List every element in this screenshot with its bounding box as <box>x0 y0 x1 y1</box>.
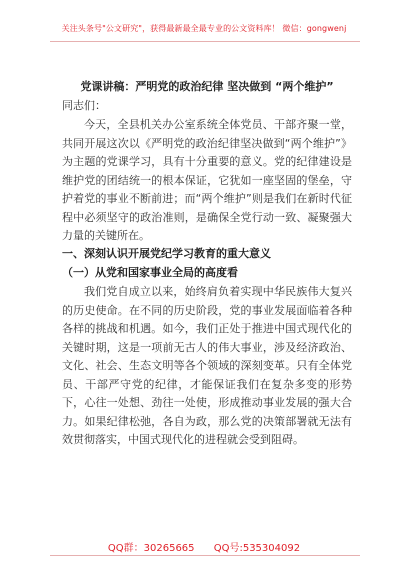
section-heading: 一、深刻认识开展党纪学习教育的重大意义 <box>62 247 271 260</box>
promo-banner: 关注头条号"公文研究"，获得最新最全最专业的公文资料库！ 微信：gongwenj <box>61 24 347 33</box>
subsection-heading: （一）从党和国家事业全局的高度看 <box>62 266 238 279</box>
intro-paragraph: 今天，全县机关办公室系统全体党员、干部齐聚一堂，共同开展这次以《严明党的政治纪律坚决做到“两个维护”》为主题的党课学习，具有十分重要的意义。党的纪律建设是维护党的团结统一的根本保证，它犹如一座坚固的堡垒，守护着党的事业不断前进；而“两个维护”则是我们在新时代征程中必须坚守的政治准则，是确保全党行动一致、凝聚强大力量的关键所在。 <box>62 118 352 242</box>
header-divider <box>50 41 360 42</box>
contact-footer <box>0 539 408 554</box>
qq-number-text: QQ号:535304092 <box>213 543 301 554</box>
salutation: 同志们： <box>62 99 106 112</box>
document-title: 党课讲稿：严明党的政治纪律 坚决做到 “两个维护” <box>80 80 334 93</box>
footer-divider <box>50 555 360 556</box>
section-paragraph: 我们党自成立以来，始终肩负着实现中华民族伟大复兴的历史使命。在不同的历史阶段，党的事业发展面临着各种各样的挑战和机遇。如今，我们正处于推进中国式现代化的关键时期，这是一项前无古人的伟大事业，涉及经济政治、文化、社会、生态文明等各个领域的深刻变革。只有全体党员、干部严守党的纪律，才能保证我们在复杂多变的形势下，心往一处想、劲往一处使，形成推动事业发展的强大合力。如果纪律松弛，各自为政，那么党的决策部署就无法有效贯彻落实，中国式现代化的进程就会受到阻碍。 <box>62 285 352 446</box>
qq-group-text: QQ群：30265665 <box>107 543 195 554</box>
